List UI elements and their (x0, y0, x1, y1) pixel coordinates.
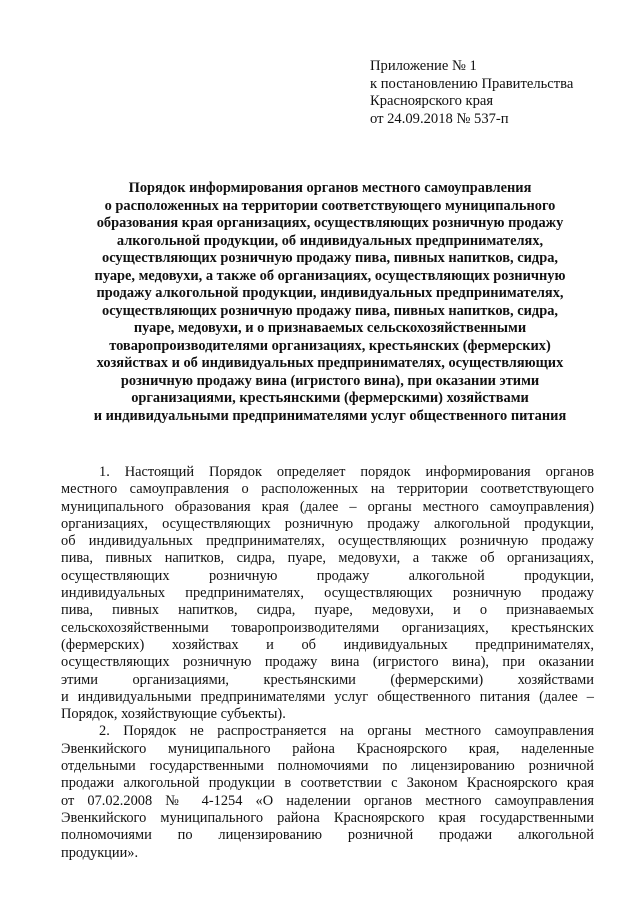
paragraph-line: продажи алкогольной продукции в соответствии с Законом Красноярского края (61, 775, 594, 792)
paragraph-line: этими организациями, крестьянскими (фермерскими) хозяйствами (61, 671, 594, 688)
paragraph-line: организациях, осуществляющих розничную продажу алкогольной продукции, (61, 515, 594, 532)
title-line: пуаре, медовухи, а также об организациях, осуществляющих розничную (94, 267, 566, 284)
title-line: товаропроизводителями организациях, крестьянских (фермерских) (109, 337, 551, 354)
paragraph-line: Эвенкийского муниципального района Красноярского края государственными (61, 809, 594, 826)
paragraph-line: 1. Настоящий Порядок определяет порядок информирования органов (99, 464, 594, 480)
paragraph-line: полномочиями по лицензированию розничной продажи алкогольной (61, 827, 594, 844)
paragraph-line: индивидуальных предпринимателях, осуществляющих розничную продажу (61, 585, 594, 602)
paragraph-line: осуществляющих розничную продажу вина (игристого вина), при оказании (61, 654, 594, 671)
paragraph-line: осуществляющих розничную продажу алкогольной продукции, (61, 567, 594, 584)
document-title (60, 180, 600, 425)
title-line: организациями, крестьянскими (фермерскими) хозяйствами (131, 390, 529, 406)
paragraph-line: продукции». (61, 844, 139, 861)
title-line: розничную продажу вина (игристого вина), при оказании этими (120, 372, 540, 389)
paragraph-2 (61, 723, 594, 861)
paragraph-line: отдельными государственными полномочиями по лицензированию розничной (61, 758, 594, 775)
annex-header (370, 58, 573, 128)
paragraph-line: пива, пивных напитков, сидра, пуаре, медовухи, а также об организациях, (61, 550, 594, 567)
title-line: продажу алкогольной продукции, индивидуальных предпринимателях, (96, 285, 564, 301)
paragraph-line: пива, пивных напитков, сидра, пуаре, медовухи, и о признаваемых (61, 602, 594, 619)
title-line: алкогольной продукции, об индивидуальных предпринимателях, (116, 232, 544, 249)
title-line: о расположенных на территории соответствующего муниципального (104, 197, 556, 214)
paragraph-1 (61, 464, 594, 723)
paragraph-line: муниципального образования края (далее – органы местного самоуправления) (61, 498, 594, 515)
annex-line: Красноярского края (370, 93, 494, 110)
title-line: образования края организациях, осуществляющих розничную продажу (96, 215, 564, 231)
annex-line: от 24.09.2018 № 537-п (370, 110, 509, 127)
paragraph-line: сельскохозяйственными товаропроизводителями организациях, крестьянских (61, 619, 594, 636)
annex-line: Приложение № 1 (370, 58, 477, 74)
paragraph-line: местного самоуправления о расположенных на территории соответствующего (61, 481, 594, 498)
title-line: осуществляющих розничную продажу пива, пивных напитков, сидра, (102, 250, 558, 266)
paragraph-line: от 07.02.2008 № 4-1254 «О наделении органов местного самоуправления (61, 792, 594, 809)
document-body (61, 464, 594, 862)
title-line: пуаре, медовухи, и о признаваемых сельскохозяйственными (133, 320, 527, 336)
paragraph-line: об индивидуальных предпринимателях, осуществляющих розничную продажу (61, 533, 594, 550)
annex-line: к постановлению Правительства (370, 75, 574, 92)
title-line: и индивидуальными предпринимателями услуг общественного питания (93, 407, 567, 424)
paragraph-line: (фермерских) хозяйствах и об индивидуальных предпринимателях, (61, 636, 594, 653)
paragraph-line: Порядок, хозяйствующие субъекты). (61, 706, 286, 723)
paragraph-line: 2. Порядок не распространяется на органы местного самоуправления (99, 723, 594, 740)
title-line: хозяйствах и об индивидуальных предпринимателях, осуществляющих (96, 355, 564, 371)
title-line: осуществляющих розничную продажу пива, пивных напитков, сидра, (102, 302, 558, 319)
paragraph-line: и индивидуальными предпринимателями услуг общественного питания (далее – (61, 688, 594, 705)
paragraph-line: Эвенкийского муниципального района Красноярского края, наделенные (61, 740, 594, 757)
title-line: Порядок информирования органов местного самоуправления (128, 180, 532, 196)
